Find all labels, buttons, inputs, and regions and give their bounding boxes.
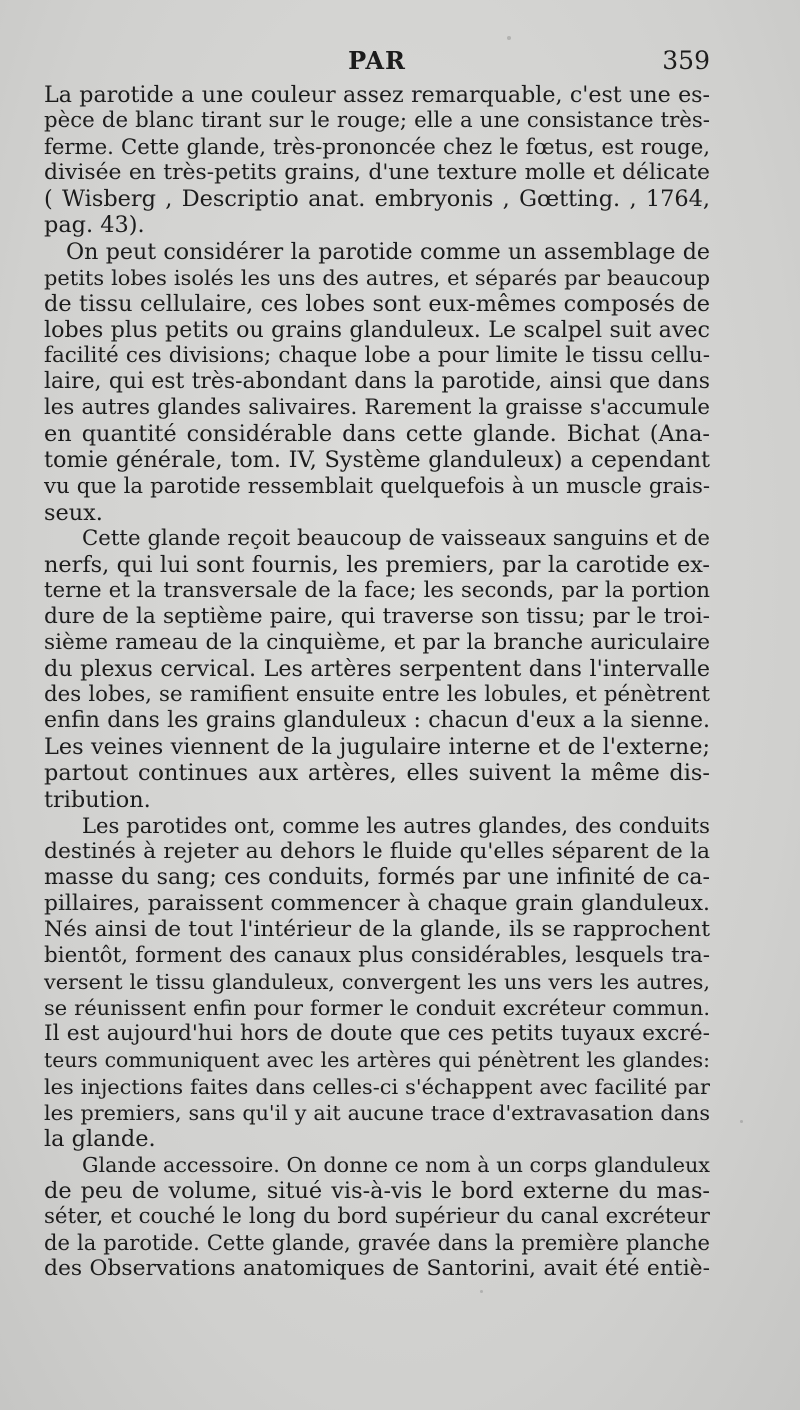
text-line: masse du sang; ces conduits, formés par une infinité de ca- bbox=[44, 864, 710, 890]
text-line: versent le tissu glanduleux, convergent les uns vers les autres, bbox=[44, 970, 710, 995]
text-line: pag. 43). bbox=[44, 212, 145, 239]
text-line: les injections faites dans celles-ci s'échappent avec facilité par bbox=[44, 1074, 710, 1099]
text-line: seux. bbox=[44, 499, 103, 526]
text-line: les autres glandes salivaires. Rarement la graisse s'accumule bbox=[44, 395, 710, 421]
text-line: teurs communiquent avec les artères qui pénètrent les glandes: bbox=[44, 1048, 710, 1073]
text-line: On peut considérer la parotide comme un assemblage de bbox=[66, 238, 710, 265]
paper-speck bbox=[507, 36, 511, 40]
text-line: divisée en très-petits grains, d'une texture molle et délicate bbox=[44, 160, 710, 186]
text-line: de peu de volume, situé vis-à-vis le bord externe du mas- bbox=[44, 1177, 710, 1204]
paragraph-5 bbox=[44, 1152, 710, 1282]
text-line: destinés à rejeter au dehors le fluide qu'elles séparent de la bbox=[44, 838, 710, 864]
paragraph-1 bbox=[44, 82, 710, 239]
text-line: Il est aujourd'hui hors de doute que ces petits tuyaux excré- bbox=[44, 1021, 710, 1047]
text-line: tomie générale, tom. IV, Système glanduleux) a cependant bbox=[44, 447, 710, 474]
text-line: tribution. bbox=[44, 786, 151, 813]
paper-speck bbox=[740, 1120, 743, 1123]
page-body bbox=[44, 82, 710, 1282]
text-line: de tissu cellulaire, ces lobes sont eux-mêmes composés de bbox=[44, 290, 710, 317]
text-line: partout continues aux artères, elles suivent la même dis- bbox=[44, 760, 710, 787]
text-line: pillaires, paraissent commencer à chaque grain glanduleux. bbox=[44, 890, 710, 916]
text-line: enfin dans les grains glanduleux : chacun d'eux a la sienne. bbox=[44, 708, 710, 734]
paragraph-4 bbox=[44, 813, 710, 1152]
text-line: Les parotides ont, comme les autres glandes, des conduits bbox=[82, 812, 710, 838]
text-line: ( Wisberg , Descriptio anat. embryonis , Gœtting. , 1764, bbox=[44, 186, 710, 213]
text-line: petits lobes isolés les uns des autres, et séparés par beaucoup bbox=[44, 265, 710, 290]
paragraph-2 bbox=[44, 239, 710, 526]
text-line: nerfs, qui lui sont fournis, les premiers, par la carotide ex- bbox=[44, 551, 710, 578]
text-line: terne et la transversale de la face; les seconds, par la portion bbox=[44, 577, 710, 603]
text-line: en quantité considérable dans cette glande. Bichat (Ana- bbox=[44, 421, 710, 448]
text-line: lobes plus petits ou grains glanduleux. Le scalpel suit avec bbox=[44, 316, 710, 343]
text-line: facilité ces divisions; chaque lobe a pour limite le tissu cellu- bbox=[44, 342, 710, 368]
text-line: Nés ainsi de tout l'intérieur de la glande, ils se rapprochent bbox=[44, 917, 710, 942]
text-line: vu que la parotide ressemblait quelquefois à un muscle grais- bbox=[44, 473, 710, 499]
text-line: ferme. Cette glande, très-prononcée chez le fœtus, est rouge, bbox=[44, 134, 710, 160]
paper-speck bbox=[480, 1290, 483, 1293]
text-line: la glande. bbox=[44, 1125, 156, 1152]
text-line: La parotide a une couleur assez remarquable, c'est une es- bbox=[44, 82, 710, 108]
text-line: Cette glande reçoit beaucoup de vaisseaux sanguins et de bbox=[82, 525, 710, 551]
text-line: de la parotide. Cette glande, gravée dans la première planche bbox=[44, 1230, 710, 1256]
page-number: 359 bbox=[662, 46, 710, 75]
text-line: pèce de blanc tirant sur le rouge; elle a une consistance très- bbox=[44, 108, 710, 134]
text-line: séter, et couché le long du bord supérieur du canal excréteur bbox=[44, 1204, 710, 1230]
text-line: sième rameau de la cinquième, et par la branche auriculaire bbox=[44, 629, 710, 655]
text-line: Les veines viennent de la jugulaire interne et de l'externe; bbox=[44, 734, 710, 761]
running-head: PAR bbox=[348, 46, 406, 75]
text-line: des lobes, se ramifient ensuite entre les lobules, et pénètrent bbox=[44, 682, 710, 708]
page-header bbox=[44, 46, 710, 82]
text-line: laire, qui est très-abondant dans la parotide, ainsi que dans bbox=[44, 369, 710, 395]
text-line: les premiers, sans qu'il y ait aucune trace d'extravasation dans bbox=[44, 1100, 710, 1125]
text-line: dure de la septième paire, qui traverse son tissu; par le troi- bbox=[44, 603, 710, 629]
text-line: du plexus cervical. Les artères serpentent dans l'intervalle bbox=[44, 656, 710, 683]
text-line: bientôt, forment des canaux plus considérables, lesquels tra- bbox=[44, 943, 710, 969]
text-line: Glande accessoire. On donne ce nom à un corps glanduleux bbox=[82, 1152, 710, 1177]
text-line: se réunissent enfin pour former le conduit excréteur commun. bbox=[44, 996, 710, 1021]
text-line: des Observations anatomiques de Santorini, avait été entiè- bbox=[44, 1256, 710, 1282]
paragraph-3 bbox=[44, 526, 710, 813]
